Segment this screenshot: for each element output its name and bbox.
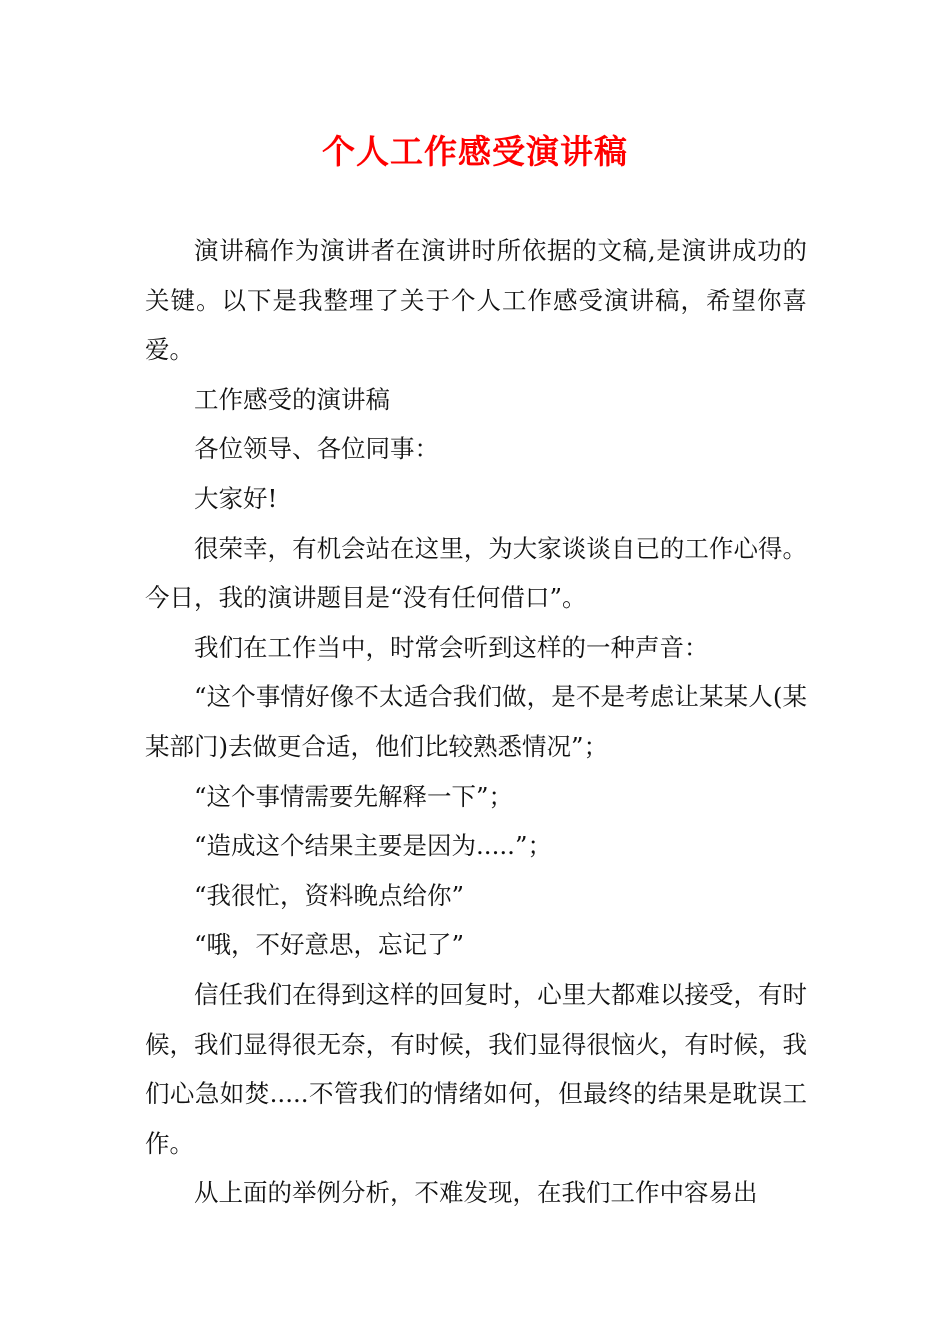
- paragraph-intro: 演讲稿作为演讲者在演讲时所依据的文稿,是演讲成功的关键。以下是我整理了关于个人工作感受演讲稿，希望你喜爱。: [145, 236, 807, 365]
- paragraph-quote-1: “这个事情好像不太适合我们做，是不是考虑让某某人(某某部门)去做更合适，他们比较熟悉情况”；: [145, 682, 807, 761]
- paragraph-reaction: 信任我们在得到这样的回复时，心里大都难以接受，有时候，我们显得很无奈，有时候，我们显得很恼火，有时候，我们心急如焚.....不管我们的情绪如何，但最终的结果是耽误工作。: [145, 979, 807, 1158]
- paragraph-voices-intro: 我们在工作当中，时常会听到这样的一种声音：: [194, 632, 709, 662]
- paragraph-quote-3: “造成这个结果主要是因为.....”；: [194, 831, 552, 861]
- paragraph-opening: 很荣幸，有机会站在这里，为大家谈谈自已的工作心得。今日，我的演讲题目是“没有任何借口”。: [145, 533, 807, 613]
- paragraph-quote-5: “哦，不好意思，忘记了”: [194, 930, 465, 960]
- paragraph-salutation: 各位领导、各位同事：: [194, 434, 439, 464]
- paragraph-quote-2: “这个事情需要先解释一下”；: [194, 781, 514, 811]
- paragraph-quote-4: “我很忙，资料晚点给你”: [194, 880, 465, 910]
- paragraph-greeting: 大家好!: [194, 483, 278, 513]
- document-body: [145, 226, 807, 1218]
- document-title: 个人工作感受演讲稿: [322, 132, 628, 171]
- paragraph-analysis: 从上面的举例分析，不难发现，在我们工作中容易出: [194, 1178, 758, 1208]
- paragraph-speech-heading: 工作感受的演讲稿: [194, 384, 390, 414]
